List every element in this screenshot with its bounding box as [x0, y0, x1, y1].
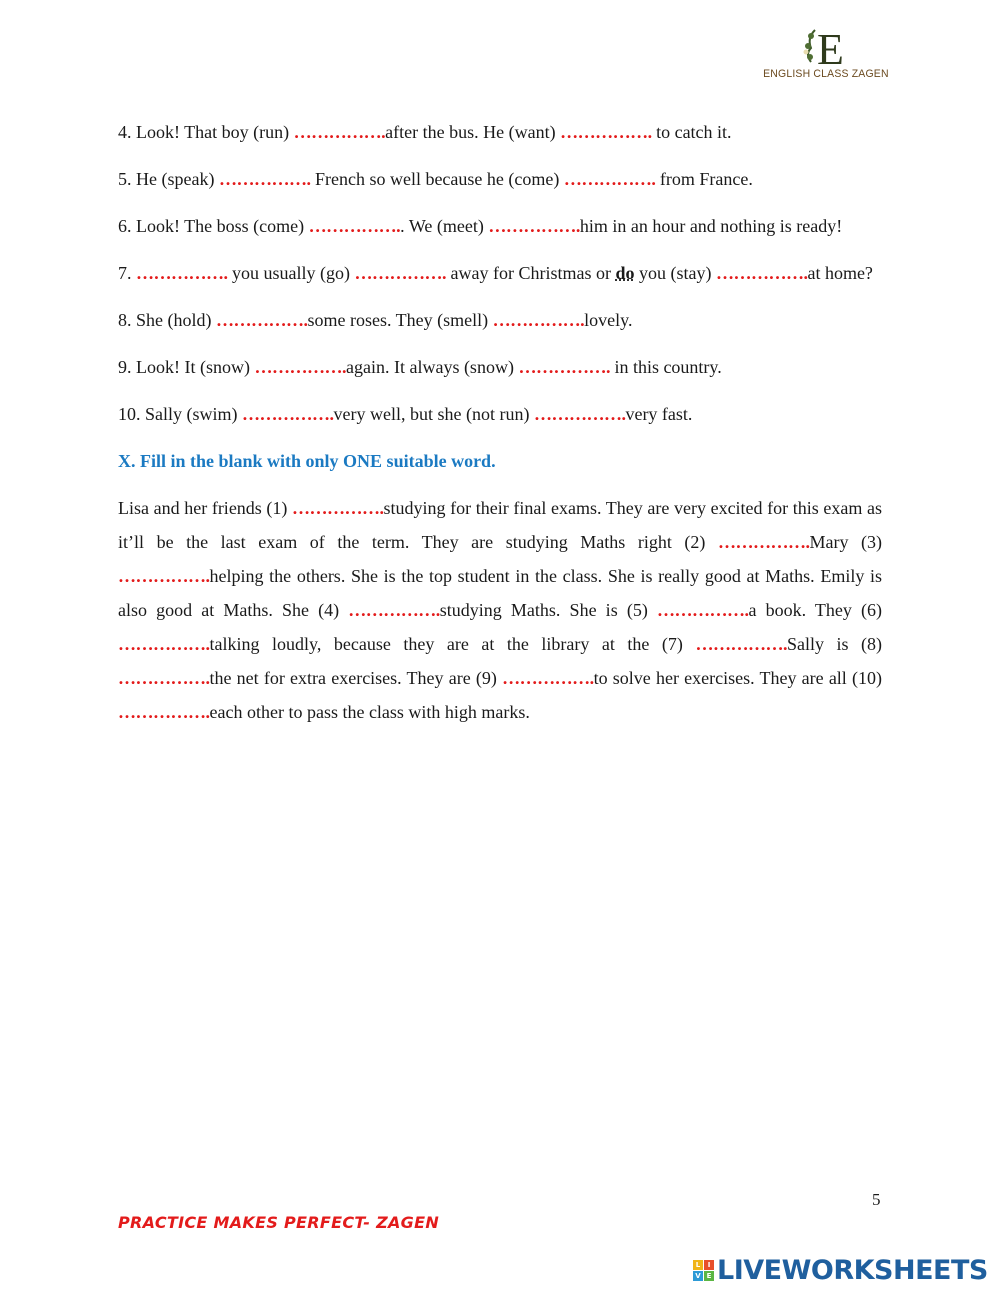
page-number: 5 — [872, 1190, 881, 1209]
text-segment: after the bus. He (want) — [385, 122, 561, 142]
question-item — [118, 256, 882, 290]
answer-blank[interactable]: ……………. — [533, 404, 626, 424]
text-segment: talking loudly, because they are at the library at the (7) — [209, 634, 696, 654]
answer-blank[interactable]: ……………. — [563, 169, 656, 189]
text-segment: 4. Look! That boy (run) — [118, 122, 294, 142]
text-segment: him in an hour and nothing is ready! — [579, 216, 843, 236]
text-segment: very well, but she (not run) — [333, 404, 534, 424]
answer-blank[interactable]: ……………. — [218, 169, 311, 189]
brand-box-l: L — [693, 1260, 703, 1270]
text-segment: away for Christmas or — [445, 263, 616, 283]
answer-blank[interactable]: ……………. — [293, 122, 386, 142]
text-segment: 9. Look! It (snow) — [118, 357, 255, 377]
text-segment: a book. They (6) — [748, 600, 882, 620]
answer-blank[interactable]: ……………. — [118, 702, 210, 722]
liveworksheets-brand[interactable] — [693, 1254, 988, 1286]
text-segment: you (stay) — [634, 263, 716, 283]
brand-box-i: I — [704, 1260, 714, 1270]
text-segment: . We (meet) — [400, 216, 489, 236]
text-segment: 7. — [118, 263, 136, 283]
text-segment: from France. — [655, 169, 753, 189]
answer-blank[interactable]: ……………. — [354, 263, 446, 283]
text-segment: studying Maths. She is (5) — [439, 600, 657, 620]
text-segment: to catch it. — [651, 122, 732, 142]
question-item — [118, 115, 882, 149]
answer-blank[interactable]: ……………. — [254, 357, 346, 377]
answer-blank[interactable]: ……………. — [695, 634, 787, 654]
answer-blank[interactable]: ……………. — [560, 122, 652, 142]
answer-blank[interactable]: ……………. — [292, 498, 384, 518]
answer-blank[interactable]: ……………. — [488, 216, 580, 236]
answer-blank[interactable]: ……………. — [308, 216, 401, 236]
english-class-zagen-logo — [760, 24, 889, 94]
question-item — [118, 209, 882, 243]
text-segment: Sally is (8) — [786, 634, 882, 654]
logo-letter: E — [816, 25, 844, 70]
text-segment: Lisa and her friends (1) — [118, 498, 293, 518]
worksheet-content — [118, 115, 882, 729]
footer-motto: PRACTICE MAKES PERFECT- ZAGEN — [118, 1213, 440, 1232]
answer-blank[interactable]: ……………. — [242, 404, 334, 424]
text-segment: studying for their final exams. They are very excited for this exam as it’ll be the last exam of the term. They are studying Maths right (2) — [118, 498, 882, 552]
answer-blank[interactable]: ……………. — [715, 263, 808, 283]
text-segment: 10. Sally (swim) — [118, 404, 242, 424]
emphasized-word: do — [615, 263, 635, 283]
text-segment: to solve her exercises. They are all (10) — [593, 668, 882, 688]
question-item — [118, 397, 882, 431]
answer-blank[interactable]: ……………. — [502, 668, 594, 688]
text-segment: French so well because he (come) — [310, 169, 564, 189]
text-segment: each other to pass the class with high marks. — [209, 702, 530, 722]
answer-blank[interactable]: ……………. — [136, 263, 228, 283]
answer-blank[interactable]: ……………. — [492, 310, 585, 330]
text-segment: very fast. — [625, 404, 693, 424]
text-segment: Mary (3) — [809, 532, 882, 552]
logo-emblem-icon — [797, 24, 849, 70]
answer-blank[interactable]: ……………. — [656, 600, 749, 620]
question-item — [118, 162, 882, 196]
text-segment: the net for extra exercises. They are (9) — [209, 668, 503, 688]
passage — [118, 491, 882, 729]
answer-blank[interactable]: ……………. — [518, 357, 610, 377]
text-segment: helping the others. She is the top student in the class. She is really good at Maths. Emily is also good at Maths. She (4) — [118, 566, 882, 620]
text-segment: lovely. — [584, 310, 633, 330]
brand-box-v: V — [693, 1271, 703, 1281]
text-segment: 6. Look! The boss (come) — [118, 216, 309, 236]
text-segment: again. It always (snow) — [345, 357, 519, 377]
question-item — [118, 303, 882, 337]
answer-blank[interactable]: ……………. — [348, 600, 440, 620]
answer-blank[interactable]: ……………. — [118, 668, 210, 688]
text-segment: 5. He (speak) — [118, 169, 219, 189]
brand-box-e: E — [704, 1271, 714, 1281]
brand-boxes-icon — [693, 1260, 714, 1281]
text-segment: 8. She (hold) — [118, 310, 216, 330]
text-segment: some roses. They (smell) — [307, 310, 493, 330]
answer-blank[interactable]: ……………. — [717, 532, 810, 552]
text-segment: you usually (go) — [227, 263, 355, 283]
answer-blank[interactable]: ……………. — [118, 634, 210, 654]
answer-blank[interactable]: ……………. — [216, 310, 308, 330]
text-segment: in this country. — [609, 357, 722, 377]
logo-name: ENGLISH CLASS ZAGEN — [763, 68, 889, 80]
section-title: X. Fill in the blank with only ONE suitable word. — [118, 451, 496, 471]
question-item — [118, 350, 882, 384]
answer-blank[interactable]: ……………. — [118, 566, 210, 586]
brand-text: LIVEWORKSHEETS — [717, 1254, 988, 1286]
text-segment: at home? — [807, 263, 873, 283]
question-list — [118, 115, 882, 431]
